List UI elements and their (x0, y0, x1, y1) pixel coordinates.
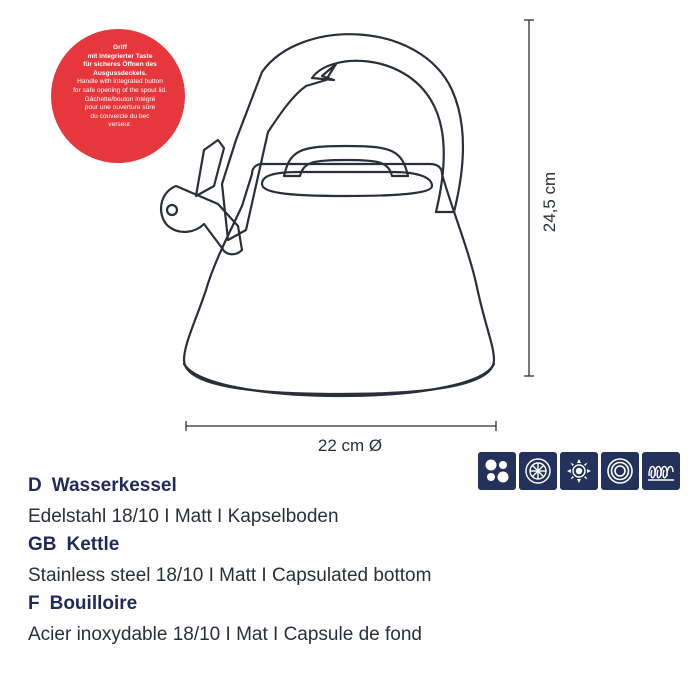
kettle-handle (222, 34, 463, 240)
product-desc-de: Edelstahl 18/10 I Matt I Kapselboden (28, 506, 339, 527)
product-title-fr: Bouilloire (49, 593, 138, 614)
badge-line-de-3: für sicheres Öffnen des (83, 61, 157, 69)
spout-knob (167, 205, 177, 215)
heading-de (28, 472, 648, 502)
badge-line-fr-3: du couvercle du bec (90, 112, 150, 120)
kettle-spout (161, 186, 242, 254)
kettle-bottom-rim (184, 364, 494, 396)
handle-feature-badge (50, 44, 190, 130)
badge-line-en-1: Handle with integrated button (77, 78, 163, 86)
product-title-gb: Kettle (66, 534, 120, 555)
spout-lever (196, 140, 224, 196)
badge-line-en-2: for safe opening of the spout lid. (73, 86, 167, 94)
badge-line-fr-2: pour une ouverture sûre (84, 104, 156, 112)
badge-line-de-1: Griff (113, 44, 127, 51)
badge-line-fr-1: Gâchette/bouton intégré (84, 95, 156, 103)
width-dimension (186, 421, 496, 431)
language-code-de: D (28, 475, 42, 496)
badge-line-fr-4: verseur. (108, 121, 132, 129)
height-label: 24,5 cm (540, 171, 559, 233)
language-code-fr: F (28, 593, 40, 614)
badge-line-de-4: Ausgussdeckels. (93, 69, 147, 77)
product-desc-fr: Acier inoxydable 18/10 I Mat I Capsule de fond (28, 624, 422, 645)
product-title-de: Wasserkessel (51, 475, 177, 496)
kettle-body (184, 164, 494, 394)
product-desc-gb: Stainless steel 18/10 I Matt I Capsulated bottom (28, 565, 432, 586)
product-description (28, 472, 648, 649)
width-label: 22 cm Ø (317, 436, 383, 455)
badge-line-de-2: mit integrierter Taste (87, 52, 153, 60)
language-code-gb: GB (28, 534, 57, 555)
heading-fr (28, 590, 648, 620)
heading-gb (28, 531, 648, 561)
height-dimension (524, 20, 534, 376)
